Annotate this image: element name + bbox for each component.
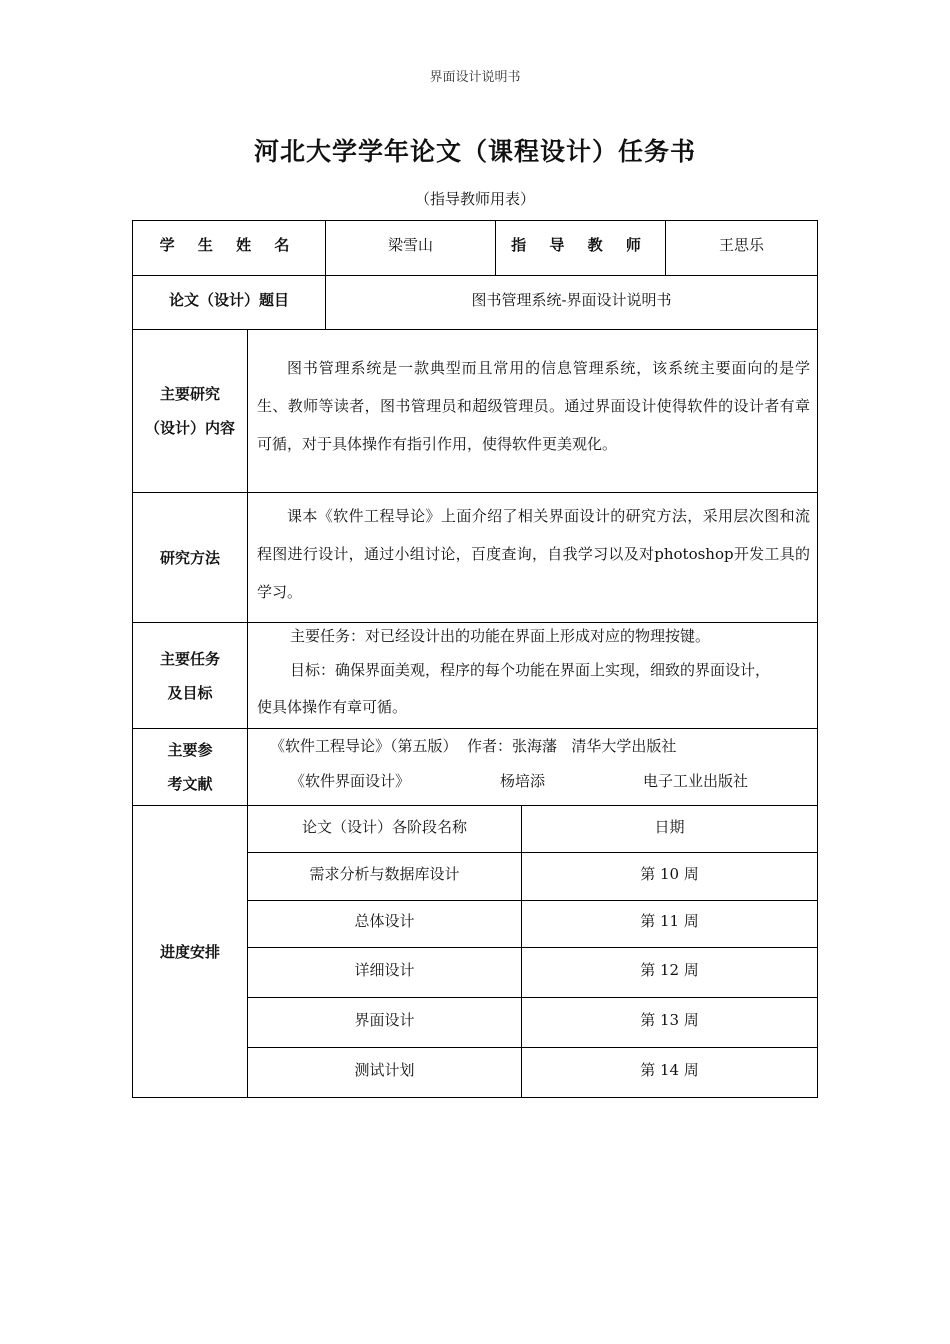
research-content-label (133, 330, 247, 492)
tasks-label-line2: 及目标 (167, 683, 213, 702)
schedule-col-stage: 论文（设计）各阶段名称 (301, 817, 467, 836)
student-name-label: 学 生 姓 名 (159, 235, 299, 254)
schedule-col-date: 日期 (654, 817, 685, 836)
references-label-line2: 考文献 (167, 775, 213, 793)
references-label-line1: 主要参 (167, 741, 213, 759)
research-content-label-line1: 主要研究 (159, 385, 220, 403)
schedule-date: 第 10 周 (640, 864, 699, 883)
schedule-date: 第 11 周 (640, 911, 699, 930)
reference-1: 《软件工程导论》（第五版） 作者：张海藩 清华大学出版社 (270, 737, 677, 755)
tasks-label-line1: 主要任务 (159, 649, 220, 668)
reference-2-title: 《软件界面设计》 (290, 772, 411, 790)
page-header: 界面设计说明书 (429, 70, 521, 85)
reference-2-publisher: 电子工业出版社 (643, 772, 749, 790)
schedule-date: 第 13 周 (640, 1010, 699, 1029)
research-method-text: 课本《软件工程导论》上面介绍了相关界面设计的研究方法，采用层次图和流程图进行设计，通过小组讨论，百度查询，自我学习以及对photoshop开发工具的学习。 (257, 507, 810, 601)
teacher-label: 指 导 教 师 (511, 235, 650, 254)
schedule-date: 第 12 周 (640, 960, 699, 979)
research-method-label: 研究方法 (159, 549, 220, 567)
document-title: 河北大学学年论文（课程设计）任务书 (253, 137, 696, 166)
tasks-line-3: 使具体操作有章可循。 (257, 698, 408, 716)
document-subtitle: （指导教师用表） (414, 190, 535, 208)
schedule-label: 进度安排 (159, 943, 220, 961)
schedule-stage: 详细设计 (354, 960, 415, 979)
teacher-name: 王思乐 (718, 235, 764, 254)
reference-2-author: 杨培添 (500, 772, 546, 790)
thesis-title-label: 论文（设计）题目 (168, 290, 289, 309)
student-name: 梁雪山 (387, 235, 433, 254)
references-label (133, 729, 247, 805)
thesis-title: 图书管理系统-界面设计说明书 (471, 290, 672, 309)
tasks-line-1: 主要任务：对已经设计出的功能在界面上形成对应的物理按键。 (290, 627, 711, 645)
research-content-text: 图书管理系统是一款典型而且常用的信息管理系统，该系统主要面向的是学生、教师等读者，图书管理员和超级管理员。通过界面设计使得软件的设计者有章可循，对于具体操作有指引作用，使得软件更美观化。 (257, 359, 810, 453)
schedule-stage: 测试计划 (354, 1060, 415, 1079)
schedule-date: 第 14 周 (640, 1060, 699, 1079)
schedule-stage: 需求分析与数据库设计 (309, 864, 460, 883)
tasks-label (133, 623, 247, 728)
schedule-stage: 界面设计 (354, 1010, 415, 1029)
schedule-stage: 总体设计 (354, 911, 415, 930)
research-content-label-line2: （设计）内容 (144, 419, 235, 437)
tasks-line-2: 目标：确保界面美观，程序的每个功能在界面上实现，细致的界面设计， (290, 661, 771, 679)
